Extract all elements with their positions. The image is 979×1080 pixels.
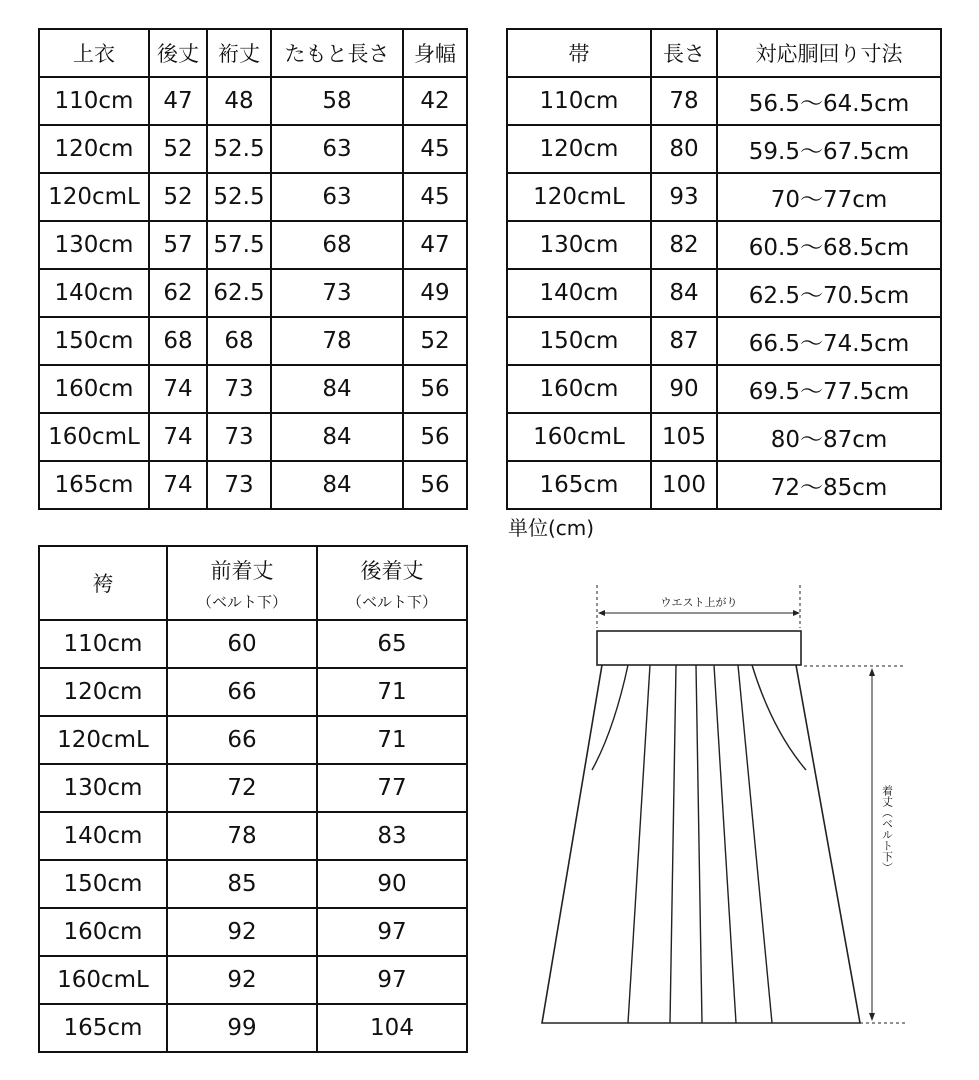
value-cell: 84 xyxy=(271,365,403,413)
table-row xyxy=(507,269,941,317)
value-cell: 85 xyxy=(167,860,317,908)
value-cell: 73 xyxy=(207,461,271,509)
waistband xyxy=(597,631,801,665)
table-row xyxy=(507,221,941,269)
size-cell: 160cm xyxy=(39,365,149,413)
value-cell: 99 xyxy=(167,1004,317,1052)
value-cell: 84 xyxy=(271,461,403,509)
size-cell: 150cm xyxy=(507,317,651,365)
value-cell: 58 xyxy=(271,77,403,125)
size-cell: 120cmL xyxy=(507,173,651,221)
size-cell: 165cm xyxy=(39,461,149,509)
value-cell: 80〜87cm xyxy=(717,413,941,461)
value-cell: 92 xyxy=(167,908,317,956)
value-cell: 66.5〜74.5cm xyxy=(717,317,941,365)
value-cell: 74 xyxy=(149,461,207,509)
header-cell xyxy=(317,546,467,620)
pleat-line xyxy=(628,665,650,1023)
value-cell: 69.5〜77.5cm xyxy=(717,365,941,413)
table-row xyxy=(39,461,467,509)
header-cell: 裄丈 xyxy=(207,29,271,77)
value-cell: 80 xyxy=(651,125,717,173)
value-cell: 62.5 xyxy=(207,269,271,317)
size-cell: 160cmL xyxy=(507,413,651,461)
table-row xyxy=(39,956,467,1004)
table-row xyxy=(39,173,467,221)
value-cell: 71 xyxy=(317,668,467,716)
table-row xyxy=(39,716,467,764)
header-label: 袴 xyxy=(92,572,114,596)
size-cell: 165cm xyxy=(507,461,651,509)
size-cell: 110cm xyxy=(39,620,167,668)
value-cell: 97 xyxy=(317,908,467,956)
value-cell: 77 xyxy=(317,764,467,812)
table-header-row xyxy=(39,546,467,620)
waist-label: ウエスト上がり xyxy=(660,596,738,609)
value-cell: 87 xyxy=(651,317,717,365)
header-sublabel: （ベルト下） xyxy=(196,592,287,611)
value-cell: 73 xyxy=(271,269,403,317)
hakama-size-table xyxy=(38,545,468,1053)
pleat-line xyxy=(696,665,702,1023)
size-cell: 110cm xyxy=(507,77,651,125)
length-label: 着丈（ベルト下） xyxy=(880,785,894,873)
value-cell: 47 xyxy=(403,221,467,269)
value-cell: 74 xyxy=(149,365,207,413)
value-cell: 72 xyxy=(167,764,317,812)
table-row xyxy=(507,317,941,365)
table-row xyxy=(39,620,467,668)
size-cell: 140cm xyxy=(507,269,651,317)
header-label: 後着丈 xyxy=(360,558,424,583)
value-cell: 100 xyxy=(651,461,717,509)
header-cell: たもと長さ xyxy=(271,29,403,77)
size-cell: 160cm xyxy=(507,365,651,413)
value-cell: 42 xyxy=(403,77,467,125)
size-cell: 160cmL xyxy=(39,413,149,461)
size-cell: 120cm xyxy=(39,668,167,716)
value-cell: 97 xyxy=(317,956,467,1004)
value-cell: 73 xyxy=(207,413,271,461)
value-cell: 60 xyxy=(167,620,317,668)
value-cell: 74 xyxy=(149,413,207,461)
value-cell: 66 xyxy=(167,668,317,716)
table-row xyxy=(39,317,467,365)
table-row xyxy=(39,812,467,860)
value-cell: 73 xyxy=(207,365,271,413)
length-arrow-head-bottom xyxy=(869,1013,875,1021)
size-cell: 110cm xyxy=(39,77,149,125)
value-cell: 62.5〜70.5cm xyxy=(717,269,941,317)
table-row xyxy=(507,461,941,509)
header-cell xyxy=(39,546,167,620)
header-cell: 身幅 xyxy=(403,29,467,77)
size-cell: 120cm xyxy=(507,125,651,173)
value-cell: 57 xyxy=(149,221,207,269)
size-cell: 130cm xyxy=(39,221,149,269)
value-cell: 45 xyxy=(403,125,467,173)
unit-note: 単位(cm) xyxy=(508,516,595,540)
value-cell: 45 xyxy=(403,173,467,221)
table-row xyxy=(39,365,467,413)
value-cell: 62 xyxy=(149,269,207,317)
header-sublabel: （ベルト下） xyxy=(346,592,437,611)
pleat-line xyxy=(714,665,736,1023)
value-cell: 52.5 xyxy=(207,125,271,173)
value-cell: 71 xyxy=(317,716,467,764)
value-cell: 104 xyxy=(317,1004,467,1052)
value-cell: 84 xyxy=(651,269,717,317)
value-cell: 93 xyxy=(651,173,717,221)
table-row xyxy=(39,125,467,173)
table-row xyxy=(39,269,467,317)
value-cell: 60.5〜68.5cm xyxy=(717,221,941,269)
table-row xyxy=(507,77,941,125)
value-cell: 78 xyxy=(167,812,317,860)
value-cell: 52.5 xyxy=(207,173,271,221)
value-cell: 65 xyxy=(317,620,467,668)
size-cell: 150cm xyxy=(39,317,149,365)
size-cell: 120cm xyxy=(39,125,149,173)
table-row xyxy=(39,764,467,812)
value-cell: 83 xyxy=(317,812,467,860)
waist-arrow-head-right xyxy=(793,610,800,616)
value-cell: 105 xyxy=(651,413,717,461)
value-cell: 56 xyxy=(403,413,467,461)
value-cell: 47 xyxy=(149,77,207,125)
value-cell: 52 xyxy=(403,317,467,365)
value-cell: 56 xyxy=(403,365,467,413)
size-cell: 165cm xyxy=(39,1004,167,1052)
value-cell: 68 xyxy=(207,317,271,365)
table-row xyxy=(39,860,467,908)
value-cell: 82 xyxy=(651,221,717,269)
size-cell: 130cm xyxy=(507,221,651,269)
table-row xyxy=(507,173,941,221)
value-cell: 49 xyxy=(403,269,467,317)
value-cell: 63 xyxy=(271,125,403,173)
value-cell: 84 xyxy=(271,413,403,461)
size-cell: 140cm xyxy=(39,812,167,860)
header-cell: 帯 xyxy=(507,29,651,77)
length-arrow-head-top xyxy=(869,668,875,676)
side-slit-left xyxy=(592,665,628,770)
side-slit-right xyxy=(752,665,806,770)
value-cell: 66 xyxy=(167,716,317,764)
value-cell: 92 xyxy=(167,956,317,1004)
table-row xyxy=(39,1004,467,1052)
header-cell: 上衣 xyxy=(39,29,149,77)
value-cell: 78 xyxy=(651,77,717,125)
pleat-line xyxy=(738,665,772,1023)
value-cell: 59.5〜67.5cm xyxy=(717,125,941,173)
value-cell: 72〜85cm xyxy=(717,461,941,509)
value-cell: 68 xyxy=(271,221,403,269)
value-cell: 90 xyxy=(317,860,467,908)
size-cell: 160cmL xyxy=(39,956,167,1004)
table-row xyxy=(507,365,941,413)
waist-arrow-head-left xyxy=(598,610,605,616)
value-cell: 56 xyxy=(403,461,467,509)
jacket-size-table xyxy=(38,28,468,510)
value-cell: 52 xyxy=(149,173,207,221)
size-cell: 140cm xyxy=(39,269,149,317)
size-cell: 150cm xyxy=(39,860,167,908)
header-cell: 対応胴回り寸法 xyxy=(717,29,941,77)
value-cell: 48 xyxy=(207,77,271,125)
table-row xyxy=(507,125,941,173)
hakama-diagram xyxy=(510,580,930,1030)
table-row xyxy=(39,77,467,125)
size-cell: 120cmL xyxy=(39,173,149,221)
value-cell: 68 xyxy=(149,317,207,365)
table-row xyxy=(507,413,941,461)
value-cell: 70〜77cm xyxy=(717,173,941,221)
table-row xyxy=(39,413,467,461)
value-cell: 56.5〜64.5cm xyxy=(717,77,941,125)
header-cell: 長さ xyxy=(651,29,717,77)
header-cell xyxy=(167,546,317,620)
obi-size-table xyxy=(506,28,942,510)
value-cell: 63 xyxy=(271,173,403,221)
size-cell: 160cm xyxy=(39,908,167,956)
header-cell: 後丈 xyxy=(149,29,207,77)
value-cell: 78 xyxy=(271,317,403,365)
value-cell: 90 xyxy=(651,365,717,413)
value-cell: 57.5 xyxy=(207,221,271,269)
table-row xyxy=(39,668,467,716)
table-header-row xyxy=(39,29,467,77)
table-header-row xyxy=(507,29,941,77)
size-cell: 130cm xyxy=(39,764,167,812)
pleat-line xyxy=(670,665,676,1023)
table-row xyxy=(39,908,467,956)
table-row xyxy=(39,221,467,269)
header-label: 前着丈 xyxy=(210,558,274,583)
size-cell: 120cmL xyxy=(39,716,167,764)
value-cell: 52 xyxy=(149,125,207,173)
